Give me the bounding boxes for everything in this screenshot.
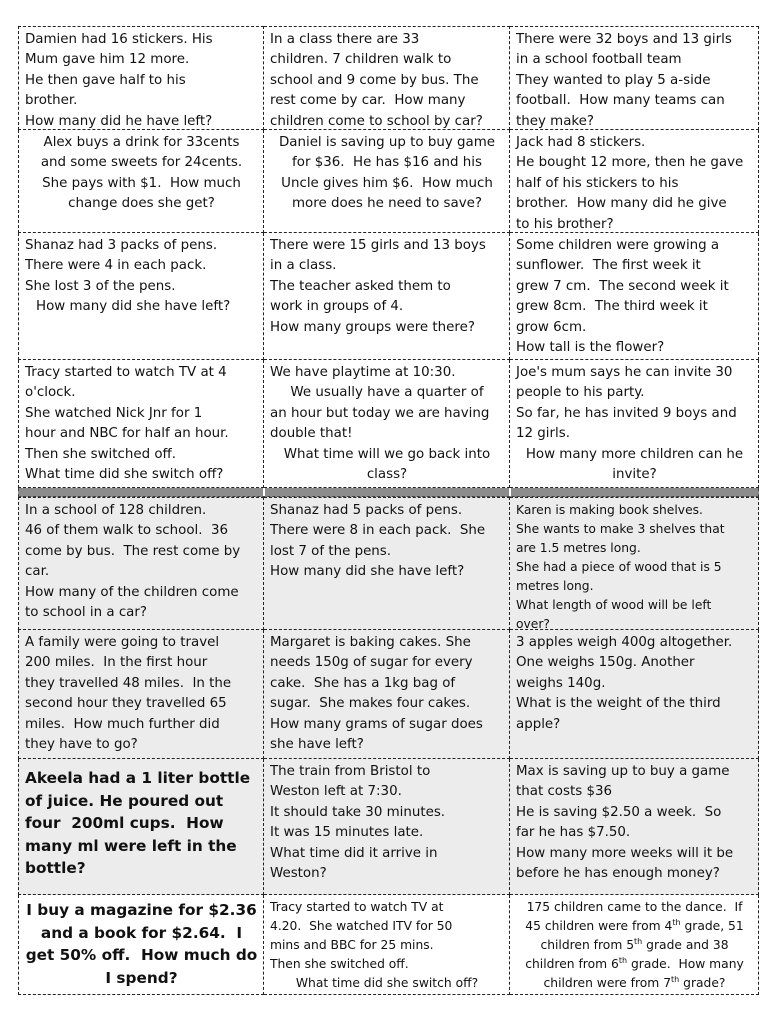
problem-line: grew 8cm. The third week it [516,299,708,315]
problem-line: What time did she switch off? [295,976,479,990]
problem-line: What length of wood will be left [516,598,712,612]
problem-line: They wanted to play 5 a-side [516,72,711,88]
problem-line: The train from Bristol to [270,764,431,779]
problem-card [264,26,510,130]
problem-line: 4.20. She watched ITV for 50 [270,919,453,933]
problem-line: second hour they travelled 65 [25,696,227,712]
problem-line: to his brother? [516,216,614,232]
problem-line: come by bus. The rest come by [25,543,241,559]
problem-row [18,26,759,130]
problem-line: Tracy started to watch TV at 4 [25,365,227,380]
problem-card [18,360,264,488]
problem-line: Akeela had a 1 liter bottle [25,769,251,787]
problem-line: She lost 3 of the pens. [25,278,176,294]
problem-line: 46 of them walk to school. 36 [25,523,229,539]
problem-card [18,895,264,995]
problem-line: How many did she have left? [36,299,231,315]
problem-line: children. 7 children walk to [270,52,452,68]
problem-line: double that! [270,426,353,442]
problem-line: 12 girls. [516,426,570,442]
problem-line: children were from 7th grade? [543,974,726,990]
problem-line: Some children were growing a [516,238,720,253]
problem-line: people to his party. [516,385,645,401]
problem-line: football. How many teams can [516,93,725,109]
problem-line: more does he need to save? [292,196,482,212]
problem-line: they have to go? [25,737,138,753]
divider-segment [265,488,511,496]
problem-line: Mum gave him 12 more. [25,52,190,68]
problem-line: over? [516,617,550,630]
problem-line: He bought 12 more, then he gave [516,155,744,171]
problem-line: grow 6cm. [516,319,587,335]
problem-line: are 1.5 metres long. [516,541,641,555]
problem-line: in a school football team [516,52,682,68]
problem-line: sugar. She makes four cakes. [270,696,471,712]
problem-line: and a book for $2.64. I [40,923,243,942]
problem-line: before he has enough money? [516,866,720,882]
problem-line: cake. She has a 1kg bag of [270,675,456,691]
problem-line: brother. How many did he give [516,196,727,212]
problem-line: How many more children can he [525,446,744,462]
problem-line: work in groups of 4. [270,299,404,315]
problem-row [18,759,759,895]
problem-line: A family were going to travel [25,635,220,650]
problem-line: weighs 140g. [516,675,606,691]
problem-line: grew 7 cm. The second week it [516,278,729,294]
problem-card [264,759,510,895]
problem-line: of juice. He poured out [25,791,224,810]
problem-line: they travelled 48 miles. In the [25,675,232,691]
problem-row [18,233,759,360]
problem-line: metres long. [516,579,594,593]
problem-line: I buy a magazine for $2.36 [26,901,257,919]
problem-line: mins and BBC for 25 mins. [270,938,434,952]
problem-line: It was 15 minutes late. [270,825,424,841]
problem-line: bottle? [25,859,86,878]
problem-line: How many did he have left? [25,113,213,129]
problem-line: many ml were left in the [25,836,237,855]
problem-line: We have playtime at 10:30. [270,365,456,380]
problem-line: He is saving $2.50 a week. So [516,804,722,820]
problem-line: There were 4 in each pack. [25,258,207,274]
problem-row [18,497,759,630]
problem-line: What time did it arrive in [270,845,438,861]
problem-line: There were 8 in each pack. She [270,523,486,539]
problem-line: She wants to make 3 shelves that [516,522,725,536]
problem-line: Karen is making book shelves. [516,503,703,517]
problem-card [18,233,264,360]
problem-line: class? [366,467,408,483]
problem-line: There were 32 boys and 13 girls [516,32,732,47]
problem-line: four 200ml cups. How [25,814,224,833]
problem-line: There were 15 girls and 13 boys [270,238,486,253]
problem-line: that costs $36 [516,784,613,800]
problem-line: 3 apples weigh 400g altogether. [516,635,733,650]
problem-line: How many did she have left? [270,564,465,580]
problem-line: to school in a car? [25,605,147,621]
problem-line: in a class. [270,258,337,274]
problem-card [18,26,264,130]
divider-segment [19,488,265,496]
problem-line: Then she switched off. [25,446,177,462]
problem-line: far he has $7.50. [516,825,631,841]
problem-line: What time will we go back into [283,446,491,462]
problem-card [18,497,264,630]
problem-card [264,497,510,630]
problem-line: and some sweets for 24cents. [40,155,243,171]
problem-line: school and 9 come by bus. The [270,72,479,88]
problem-line: an hour but today we are having [270,405,490,421]
problem-line: children from 6th grade. How many [525,955,744,971]
problem-line: Tracy started to watch TV at [270,900,444,914]
problem-row [18,360,759,488]
problem-card [510,360,759,488]
problem-line: How many groups were there? [270,319,475,335]
problem-line: brother. [25,93,78,109]
problem-card [264,630,510,759]
problem-card [510,26,759,130]
problem-line: half of his stickers to his [516,175,679,191]
problem-line: Then she switched off. [270,957,409,971]
problem-line: Shanaz had 5 packs of pens. [270,503,463,518]
problem-line: Max is saving up to buy a game [516,764,730,779]
problem-line: The teacher asked them to [270,278,451,294]
problem-line: One weighs 150g. Another [516,655,695,671]
problem-line: 45 children were from 4th grade, 51 [525,917,744,933]
problem-line: change does she get? [68,196,215,212]
problem-card [510,759,759,895]
problem-line: She pays with $1. How much [42,175,241,191]
problem-line: Alex buys a drink for 33cents [43,135,240,150]
problem-card [264,130,510,233]
problem-line: car. [25,564,50,580]
problem-line: she have left? [270,737,364,753]
problem-row [18,130,759,233]
problem-line: hour and NBC for half an hour. [25,426,229,442]
problem-card [18,759,264,895]
problem-line: I spend? [105,968,178,987]
problem-card [510,895,759,995]
problem-row [18,895,759,995]
problem-line: What is the weight of the third [516,696,721,712]
problem-card [18,630,264,759]
problem-line: lost 7 of the pens. [270,543,392,559]
problem-line: 175 children came to the dance. If [526,900,743,914]
problem-card [510,233,759,360]
section-divider [18,488,759,497]
problem-card [264,895,510,995]
problem-line: It should take 30 minutes. [270,804,446,820]
problem-card [18,130,264,233]
problem-line: Damien had 16 stickers. His [25,32,213,47]
problem-line: Shanaz had 3 packs of pens. [25,238,218,253]
problem-line: Jack had 8 stickers. [516,135,646,150]
problem-line: for $36. He has $16 and his [292,155,482,171]
problem-line: In a school of 128 children. [25,503,207,518]
problem-line: She had a piece of wood that is 5 [516,560,722,574]
problem-line: How tall is the flower? [516,340,665,356]
problem-line: What time did she switch off? [25,467,224,483]
problem-line: Joe's mum says he can invite 30 [516,365,733,380]
problem-line: miles. How much further did [25,716,220,732]
problem-line: Margaret is baking cakes. She [270,635,471,650]
problem-card [510,130,759,233]
problem-line: How many of the children come [25,584,239,600]
problem-line: sunflower. The first week it [516,258,701,274]
problem-line: children from 5th grade and 38 [540,936,729,952]
problem-line: So far, he has invited 9 boys and [516,405,737,421]
problem-line: Uncle gives him $6. How much [281,175,493,191]
problem-line: Weston left at 7:30. [270,784,402,800]
problem-line: get 50% off. How much do [25,946,258,965]
problem-line: rest come by car. How many [270,93,466,109]
problem-line: apple? [516,716,561,732]
problem-row [18,630,759,759]
problem-line: needs 150g of sugar for every [270,655,473,671]
problem-line: Daniel is saving up to buy game [278,135,496,150]
problem-line: they make? [516,113,595,129]
worksheet [18,26,759,995]
problem-line: How many grams of sugar does [270,716,483,732]
problem-line: How many more weeks will it be [516,845,734,861]
problem-card [264,233,510,360]
problem-line: In a class there are 33 [270,32,420,47]
problem-line: Weston? [270,866,327,882]
problem-line: He then gave half to his [25,72,186,88]
problem-line: children come to school by car? [270,113,483,129]
problem-line: We usually have a quarter of [290,385,484,401]
problem-card [510,630,759,759]
problem-card [510,497,759,630]
problem-line: She watched Nick Jnr for 1 [25,405,203,421]
problem-line: invite? [612,467,657,483]
problem-card [264,360,510,488]
problem-line: o'clock. [25,385,76,401]
problem-line: 200 miles. In the first hour [25,655,208,671]
